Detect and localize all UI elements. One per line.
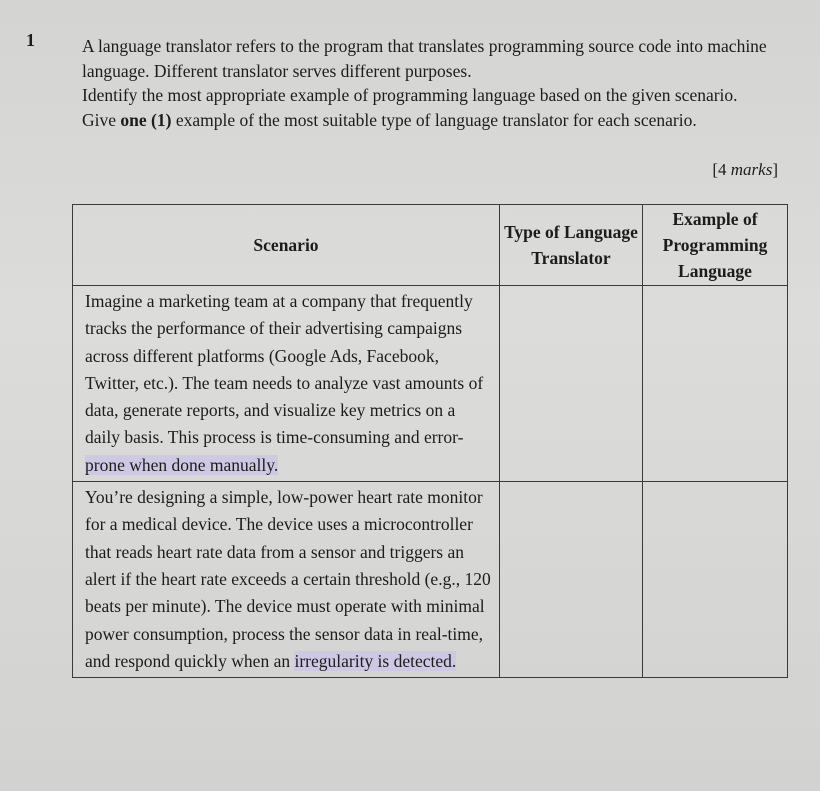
- language-answer-cell[interactable]: [643, 286, 788, 482]
- header-translator-type: Type of Language Translator: [500, 205, 643, 286]
- table-row: [73, 482, 788, 678]
- marks-close: ]: [772, 160, 778, 179]
- scenario-text-highlighted: prone when done manually.: [85, 454, 279, 475]
- marks-word: marks: [730, 160, 773, 179]
- table-row: [73, 286, 788, 482]
- scenario-text: Imagine a marketing team at a company that frequently tracks the performance of their advertising campaigns across different platforms (Google Ads, Facebook, Twitter, etc.). The team needs to analyze vast amounts of data, generate reports, and visualize key metrics on a daily basis. This process is time-consuming and error-: [85, 291, 484, 448]
- question-text: [82, 34, 772, 132]
- translator-answer-cell[interactable]: [500, 286, 643, 482]
- scenario-text: You’re designing a simple, low-power heart rate monitor for a medical device. The device uses a microcontroller that reads heart rate data from a sensor and triggers an alert if the heart rate exceeds a certain threshold (e.g., 120 beats per minute). The device must operate with minimal power consumption, process the sensor data in real-time, and respond quickly when an: [85, 487, 491, 671]
- marks-open: [4: [712, 160, 731, 179]
- marks-label: [712, 160, 778, 180]
- intro-text: Identify the most appropriate example of programming language based on the given scenario. Give: [82, 85, 738, 130]
- table-header-row: [73, 205, 788, 286]
- scenario-cell: [73, 482, 500, 678]
- scenario-text-highlighted: irregularity is detected.: [294, 650, 457, 671]
- scenario-cell: [73, 286, 500, 482]
- header-scenario: Scenario: [73, 205, 500, 286]
- intro-bold: one (1): [120, 109, 172, 130]
- intro-paragraph-1: A language translator refers to the program that translates programming source code into machine language. Different translator serves different purposes.: [82, 36, 767, 81]
- language-answer-cell[interactable]: [643, 482, 788, 678]
- intro-paragraph-2: [82, 83, 772, 132]
- translator-answer-cell[interactable]: [500, 482, 643, 678]
- scenario-table: [72, 204, 788, 678]
- intro-text: example of the most suitable type of language translator for each scenario.: [175, 109, 697, 130]
- question-number: 1: [26, 30, 35, 50]
- header-language-example: Example of Programming Language: [643, 205, 788, 286]
